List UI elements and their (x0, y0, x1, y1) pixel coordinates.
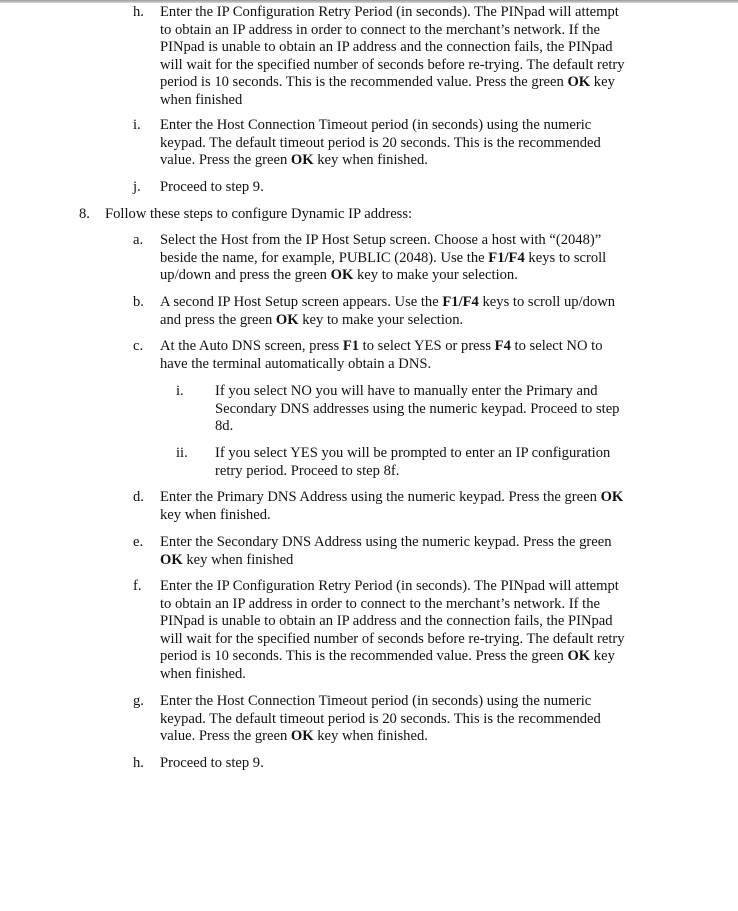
list-item-text (160, 4, 630, 110)
list-marker: f. (133, 578, 142, 594)
text-run: key when finished (182, 551, 294, 568)
list-marker: h. (133, 755, 144, 771)
key-name: OK (160, 551, 183, 568)
key-name: F1/F4 (488, 249, 525, 266)
list-item-text (160, 179, 630, 197)
key-name: OK (275, 311, 299, 328)
list-marker: i. (176, 383, 184, 399)
list-marker: c. (133, 338, 144, 354)
list-item-text (160, 338, 630, 373)
text-run: Enter the Host Connection Timeout period (in seconds) using the numeric keypad. The default timeout period is 20 seconds. This is the recommended value. Press the green (160, 693, 601, 745)
key-name: F1 (342, 338, 360, 354)
list-marker: 8. (79, 206, 90, 222)
list-marker: a. (133, 232, 144, 248)
text-run: At the Auto DNS screen, press (160, 338, 343, 354)
text-run: key when finished. (160, 506, 271, 523)
page-top-border (0, 0, 738, 3)
list-item-text (105, 206, 625, 224)
text-run: to select YES or press (359, 338, 495, 354)
text-run: A second IP Host Setup screen appears. Use the (160, 294, 443, 310)
text-run: If you select YES you will be prompted to enter an IP configuration retry period. Proceed to step 8f. (215, 445, 611, 479)
text-run: key when finished. (313, 152, 428, 169)
key-name: F1/F4 (442, 294, 479, 310)
text-run: Follow these steps to configure Dynamic IP address: (105, 206, 413, 222)
text-run: key when finished (160, 74, 615, 108)
list-item-text (160, 232, 630, 285)
list-item-text (160, 693, 630, 746)
key-name: OK (567, 648, 591, 665)
text-run: to select NO to have the terminal automatically obtain a DNS. (160, 338, 603, 372)
text-run: key to make your selection. (353, 267, 518, 284)
text-run: Enter the IP Configuration Retry Period (in seconds). The PINpad will attempt to obtain an IP address in order to connect to the merchant’s network. If the PINpad is unable to obtain an IP address and the connection fails, the PINpad will wait for the specified number of seconds before re-trying. The default retry period is 10 seconds. This is the recommended value. Press the green (160, 578, 625, 665)
key-name: OK (567, 74, 591, 91)
list-marker: h. (133, 4, 144, 20)
key-name: OK (330, 267, 354, 284)
text-run: Enter the IP Configuration Retry Period (in seconds). The PINpad will attempt to obtain an IP address in order to connect to the merchant’s network. If the PINpad is unable to obtain an IP address and the connection fails, the PINpad will wait for the specified number of seconds before re-trying. The default retry period is 10 seconds. This is the recommended value. Press the green (160, 4, 625, 91)
list-marker: g. (133, 693, 144, 709)
list-item-text (160, 294, 630, 329)
list-marker: j. (133, 179, 141, 195)
text-run: Proceed to step 9. (160, 179, 264, 195)
list-item-text (160, 755, 630, 773)
list-marker: d. (133, 489, 144, 505)
list-item-text (160, 534, 630, 569)
text-run: key to make your selection. (298, 311, 464, 328)
list-marker: i. (133, 117, 141, 133)
key-name: OK (290, 152, 314, 169)
key-name: OK (290, 728, 314, 745)
text-run: key when finished. (160, 648, 615, 682)
text-run: Enter the Host Connection Timeout period (in seconds) using the numeric keypad. The default timeout period is 20 seconds. This is the recommended value. Press the green (160, 117, 601, 169)
text-run: keys to scroll up/down and press the green (160, 294, 616, 328)
key-name: OK (600, 489, 624, 505)
list-marker: ii. (176, 445, 188, 461)
text-run: key when finished. (313, 728, 428, 745)
list-item-text (160, 117, 630, 170)
text-run: Enter the Secondary DNS Address using the numeric keypad. Press the green (160, 534, 612, 550)
list-marker: b. (133, 294, 144, 310)
list-marker: e. (133, 534, 144, 550)
list-item-text (215, 445, 625, 480)
list-item-text (215, 383, 625, 436)
text-run: Enter the Primary DNS Address using the numeric keypad. Press the green (160, 489, 601, 505)
list-item-text (160, 578, 630, 684)
text-run: If you select NO you will have to manually enter the Primary and Secondary DNS addresses using the numeric keypad. Proceed to step 8d. (215, 383, 620, 435)
key-name: F4 (494, 338, 511, 354)
text-run: Proceed to step 9. (160, 755, 264, 771)
text-run: keys to scroll up/down and press the green (160, 249, 607, 284)
text-run: Select the Host from the IP Host Setup screen. Choose a host with “(2048)” beside the name, for example, PUBLIC (2048). Use the (160, 232, 602, 266)
list-item-text (160, 489, 630, 524)
